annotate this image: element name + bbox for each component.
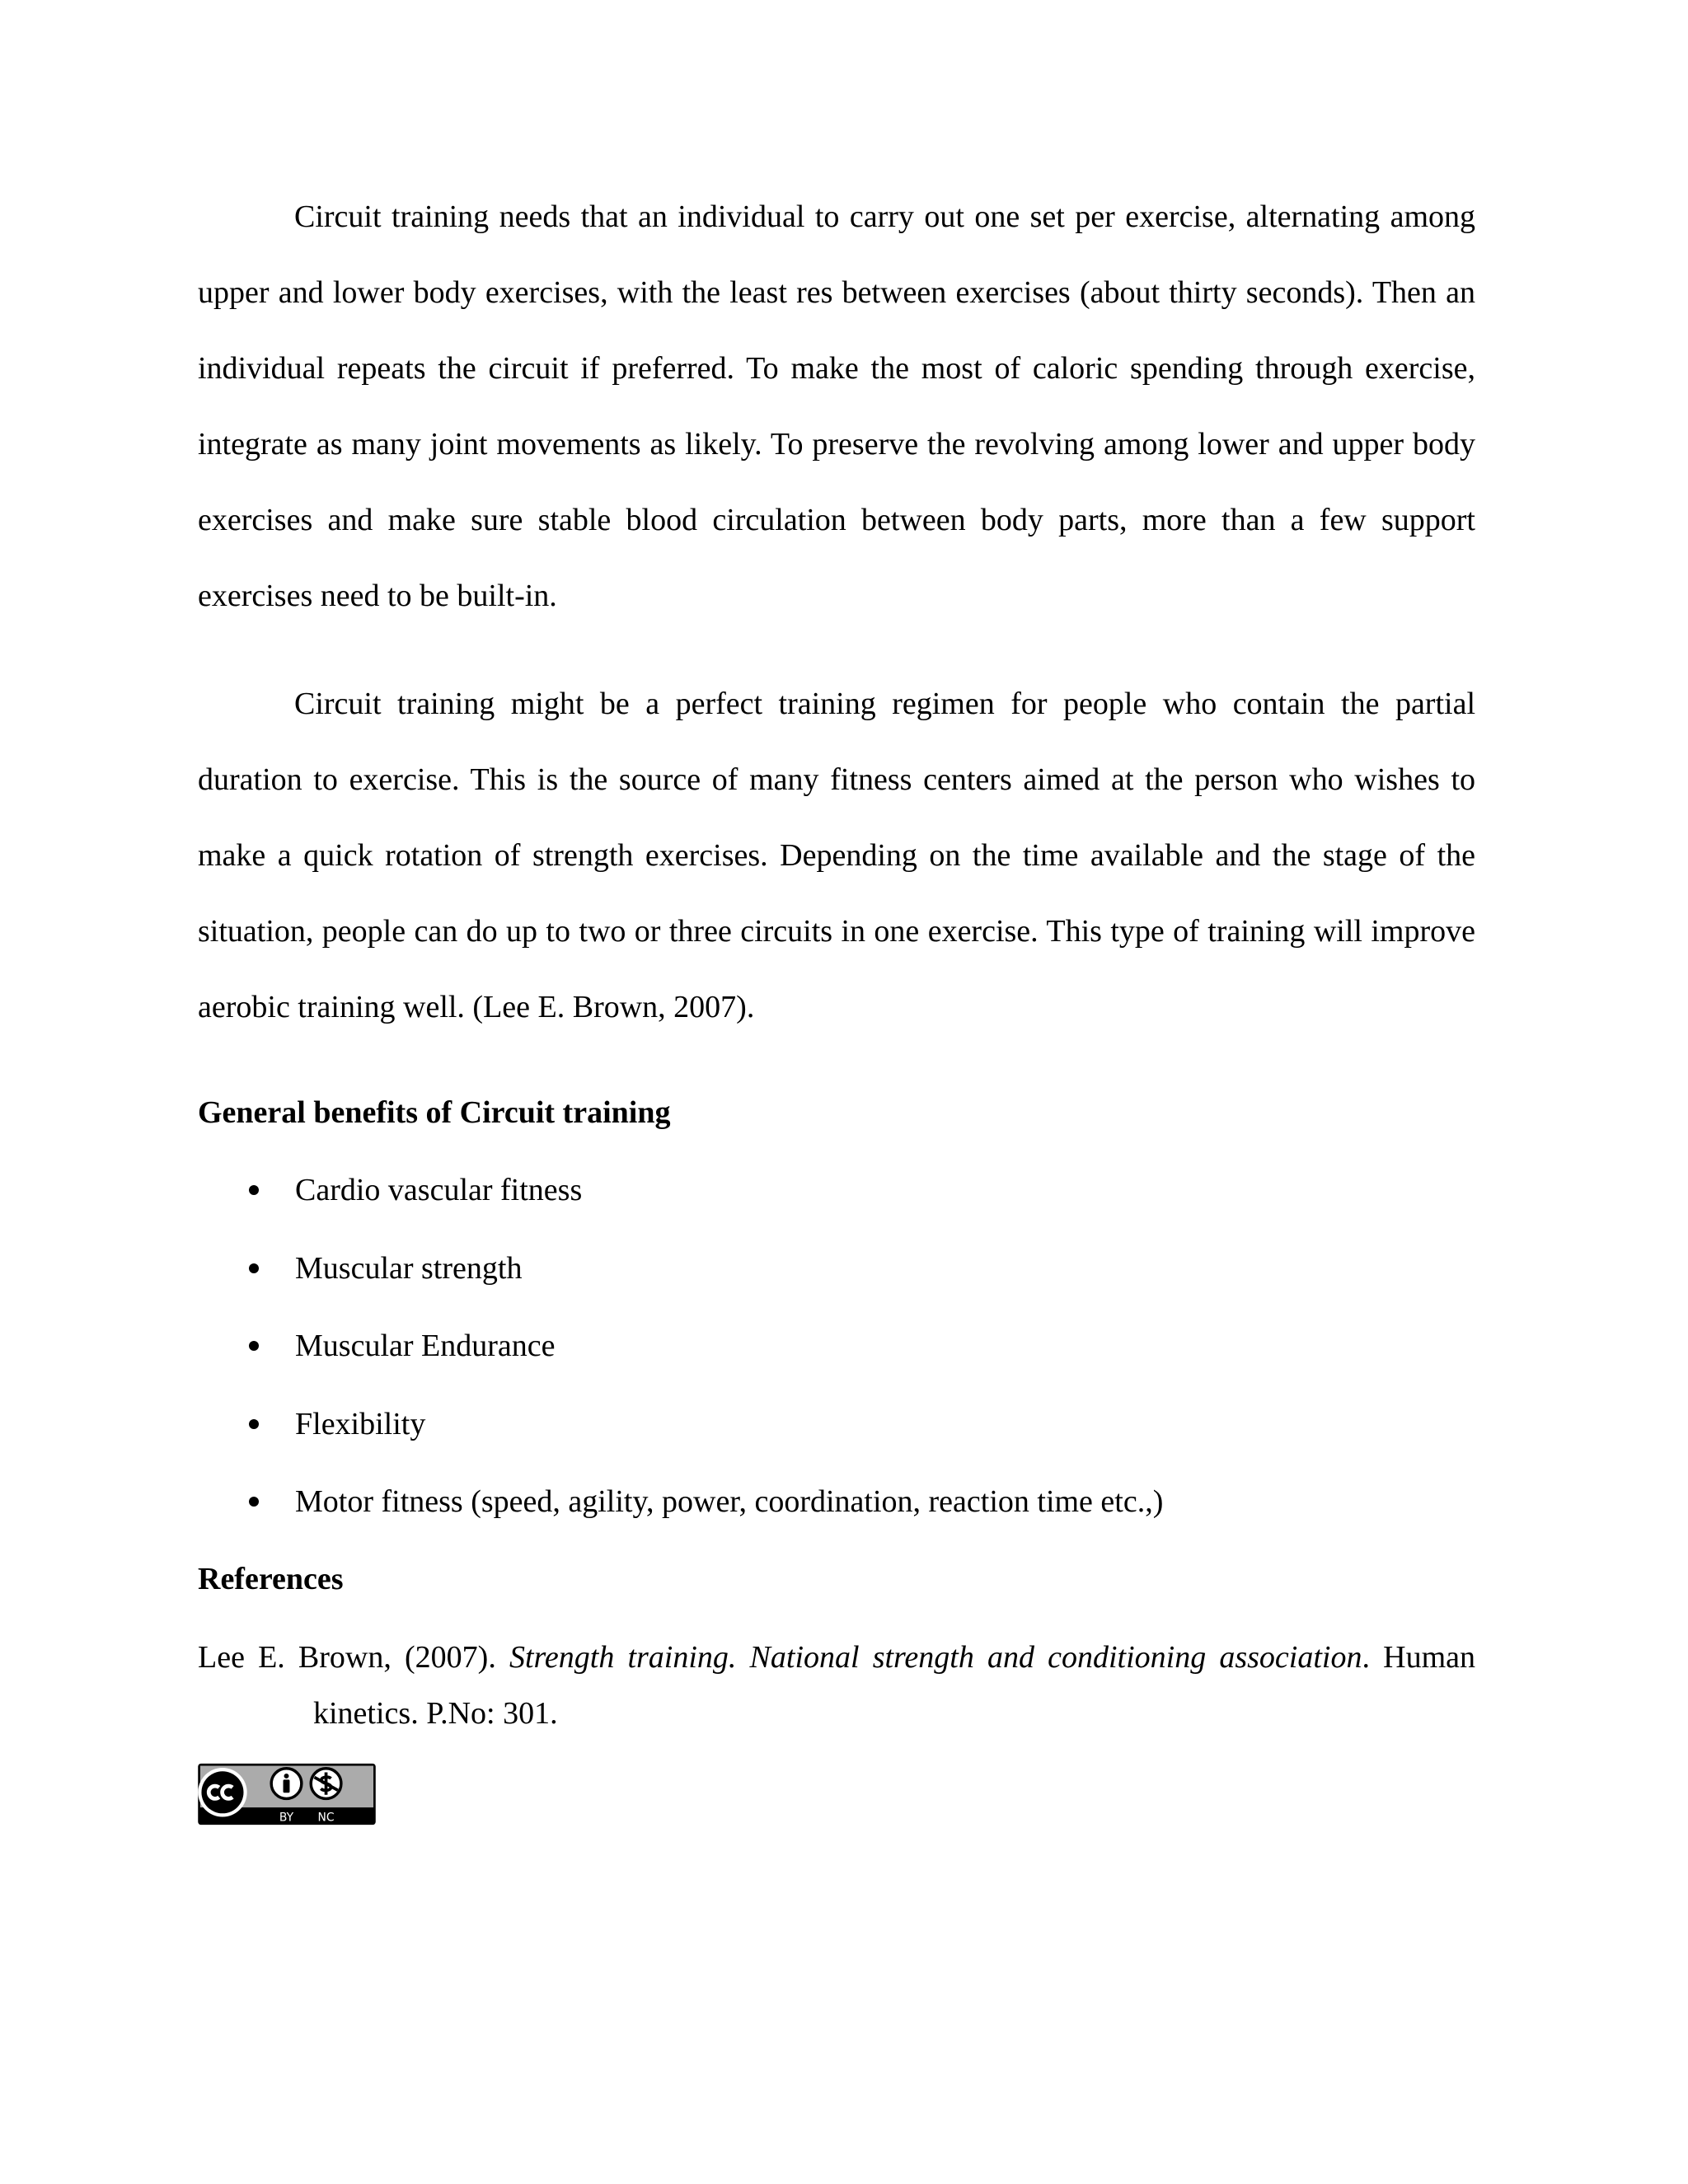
attribution-head-icon (284, 1774, 289, 1779)
list-item (198, 1481, 1475, 1559)
bullet-icon (249, 1419, 259, 1429)
reference-author-year: Lee E. Brown, (2007). (198, 1640, 509, 1675)
references-heading: References (198, 1562, 344, 1596)
reference-entry (198, 1629, 1475, 1741)
list-item-text: Muscular strength (295, 1250, 523, 1286)
body-paragraph-1: Circuit training needs that an individual to carry out one set per exercise, alternating among upper and lower body exercises, with the least res between exercises (about thirty seconds). Then an individual repeats the circuit if preferred. To make the most of caloric spending through exercise, integrate as many joint movements as likely. To preserve the revolving among lower and upper body exercises and make sure stable blood circulation between body parts, more than a few support exercises need to be built-in. (198, 199, 1475, 613)
bullet-icon (249, 1497, 259, 1507)
benefits-list (198, 1169, 1475, 1559)
reference-publisher: . Human kinetics. P.No: 301. (313, 1640, 1475, 1731)
badge-by-label: BY (279, 1811, 294, 1825)
benefits-heading: General benefits of Circuit training (198, 1095, 671, 1130)
list-item-text: Motor fitness (speed, agility, power, coordination, reaction time etc.,) (295, 1484, 1164, 1519)
list-item (198, 1325, 1475, 1404)
body-paragraph-2: Circuit training might be a perfect training regimen for people who contain the partial duration to exercise. This is the source of many fitness centers aimed at the person who wishes to make a quick rotation of strength exercises. Depending on the time available and the stage of the situation, people can do up to two or three circuits in one exercise. This type of training will improve aerobic training well. (Lee E. Brown, 2007). (198, 687, 1475, 1024)
cc-by-nc-license-badge (197, 1762, 377, 1826)
bullet-icon (249, 1263, 259, 1273)
badge-nc-label: NC (317, 1811, 335, 1825)
bullet-icon (249, 1185, 259, 1195)
attribution-body-icon (284, 1779, 290, 1793)
list-item (198, 1169, 1475, 1248)
bullet-icon (249, 1341, 259, 1351)
list-item-text: Cardio vascular fitness (295, 1173, 583, 1207)
list-item (198, 1248, 1475, 1326)
list-item (198, 1404, 1475, 1482)
list-item-text: Muscular Endurance (295, 1329, 556, 1363)
reference-title: Strength training. National strength and conditioning association (509, 1640, 1362, 1675)
list-item-text: Flexibility (295, 1406, 426, 1441)
